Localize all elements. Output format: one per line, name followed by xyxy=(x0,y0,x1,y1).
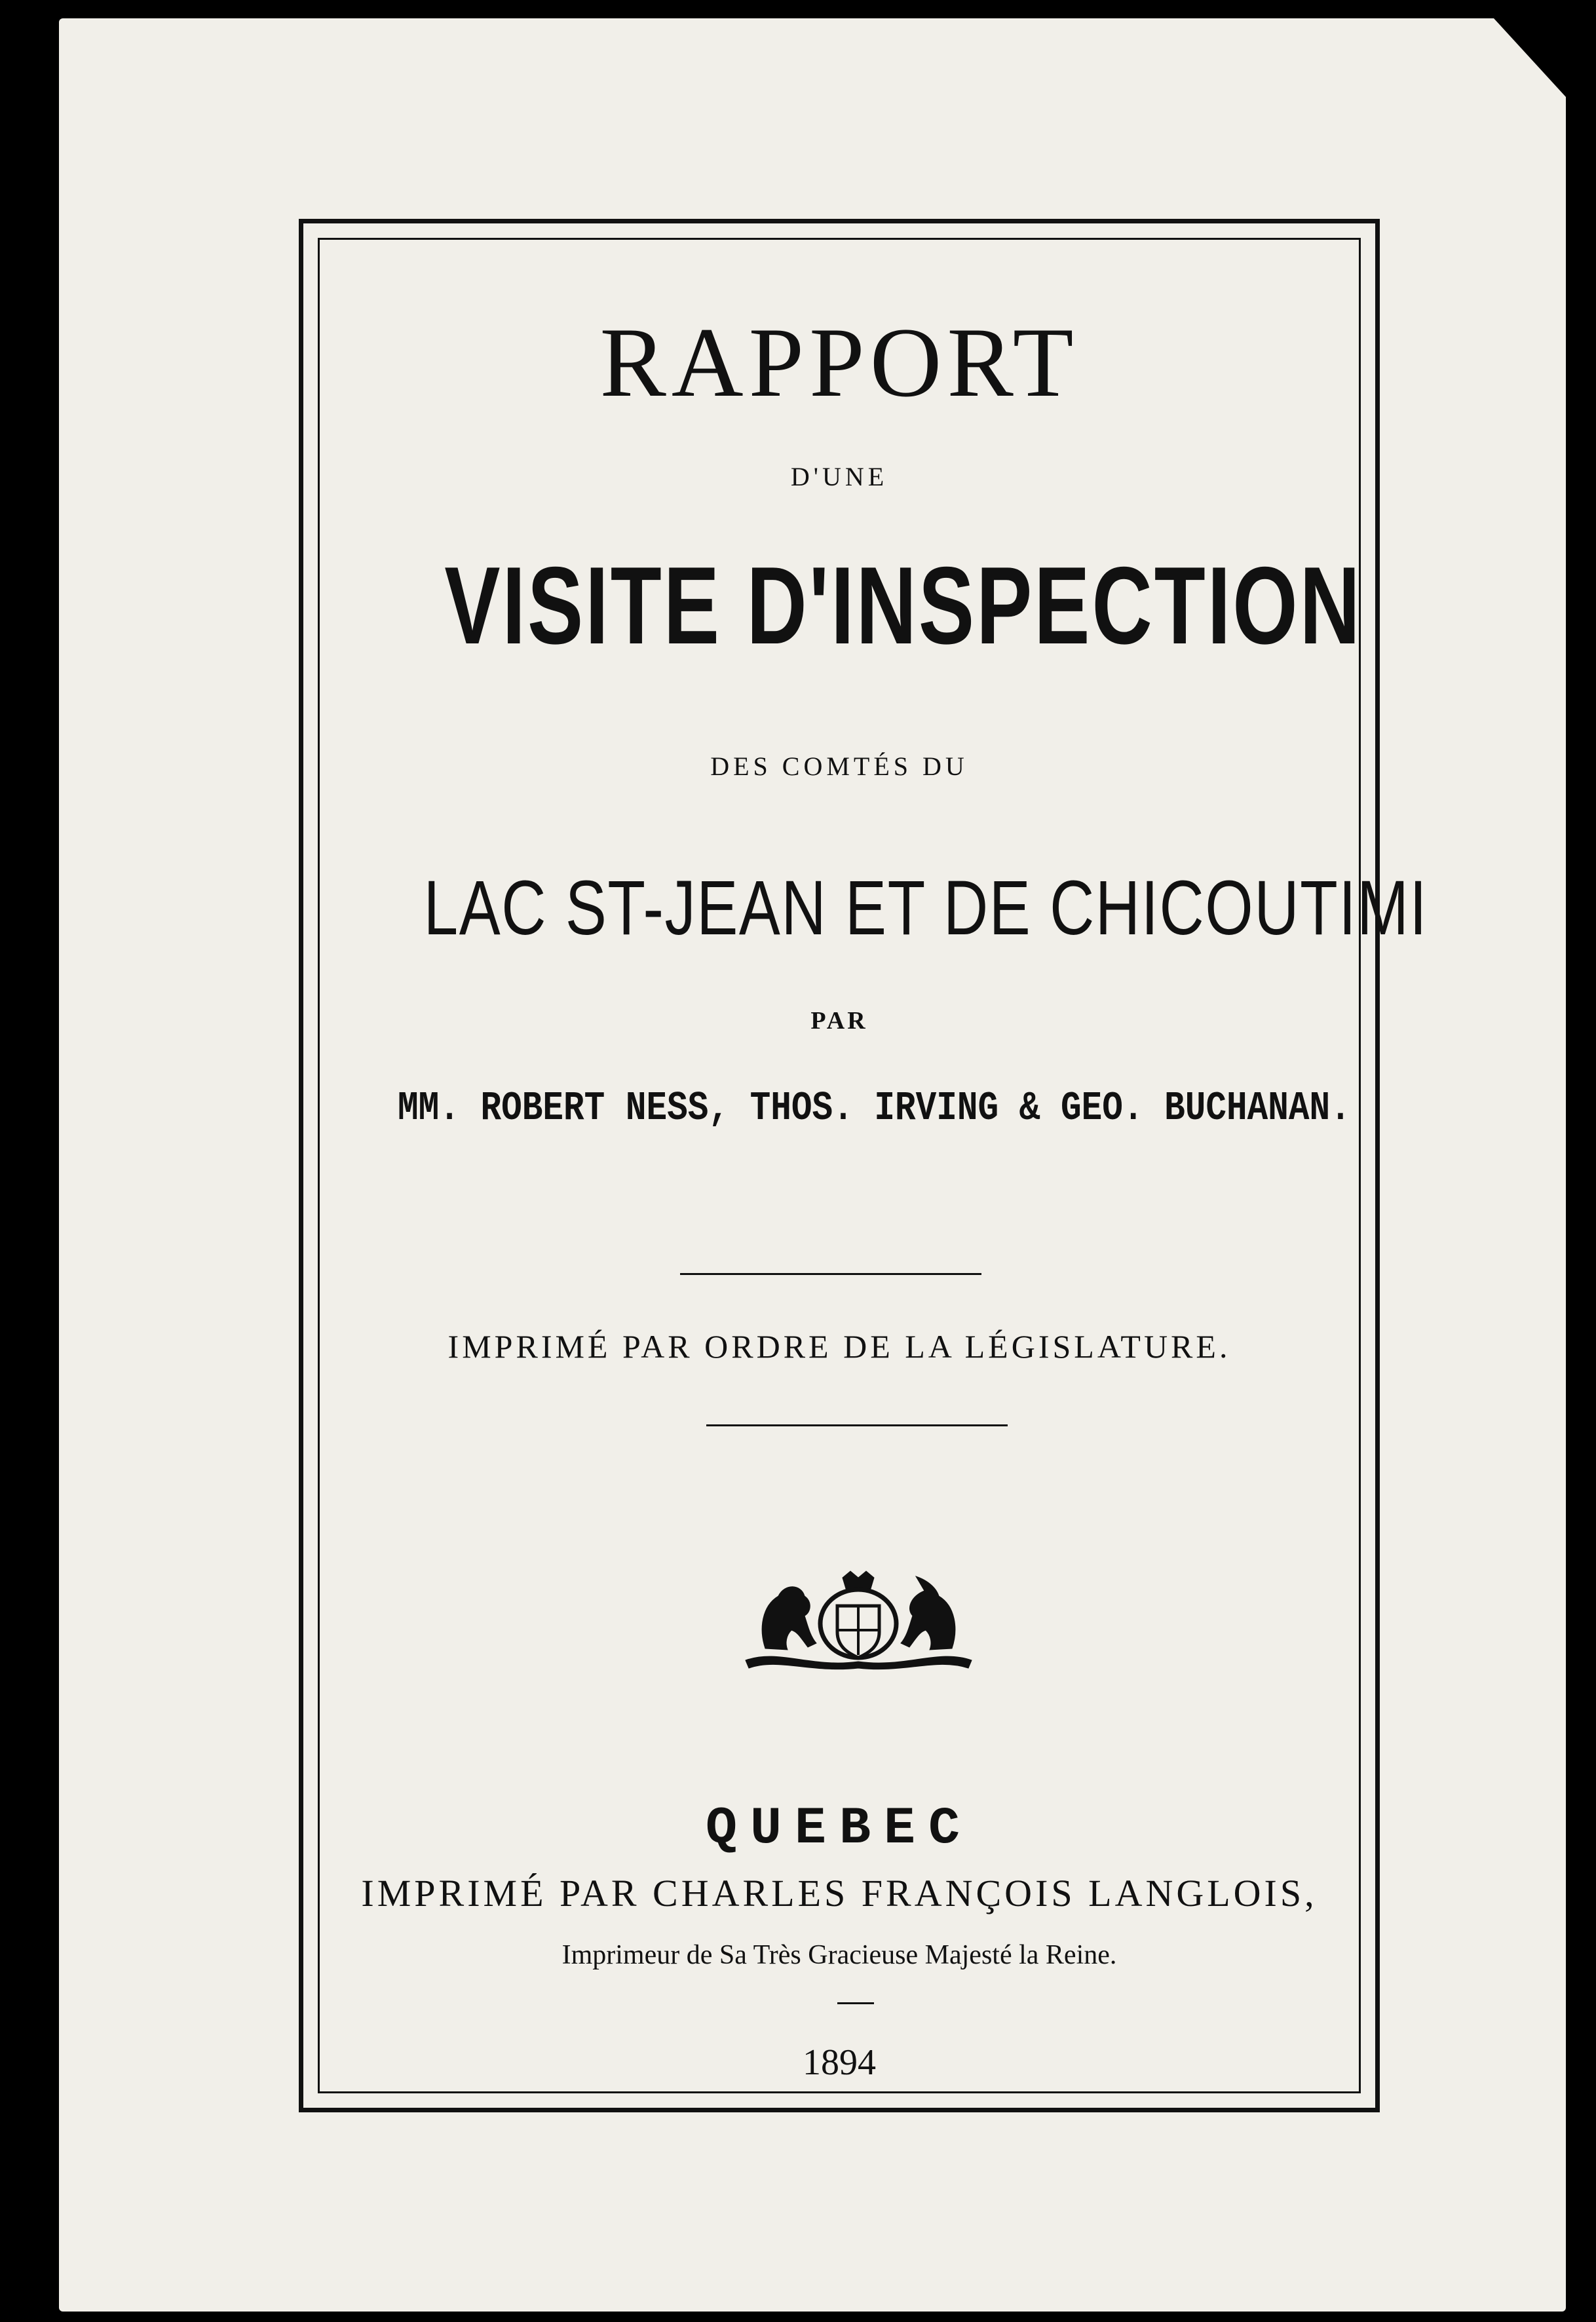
torn-corner xyxy=(1494,18,1566,97)
divider-top xyxy=(680,1273,981,1275)
royal-coat-of-arms-icon xyxy=(739,1570,978,1671)
printed-by-order: IMPRIMÉ PAR ORDRE DE LA LÉGISLATURE. xyxy=(447,1328,1231,1365)
divider-bottom xyxy=(706,1424,1008,1426)
by-label: PAR xyxy=(810,1007,868,1035)
page-border xyxy=(299,219,1428,2112)
publication-year: 1894 xyxy=(803,2042,876,2083)
authors: MM. ROBERT NESS, THOS. IRVING & GEO. BUCHANAN. xyxy=(397,1085,1351,1132)
document-subject: VISITE D'INSPECTION xyxy=(444,544,1362,667)
small-divider xyxy=(837,2002,874,2004)
printer-title: Imprimeur de Sa Très Gracieuse Majesté la Reine. xyxy=(561,1940,1117,1970)
publication-city: QUEBEC xyxy=(705,1799,974,1859)
title-page xyxy=(59,18,1566,2312)
inner-border xyxy=(318,238,1428,2093)
counties-connector: DES COMTÉS DU xyxy=(710,752,968,781)
document-title: RAPPORT xyxy=(599,307,1079,417)
printer-name: IMPRIMÉ PAR CHARLES FRANÇOIS LANGLOIS, xyxy=(361,1872,1318,1914)
region-name: LAC ST-JEAN ET DE CHICOUTIMI xyxy=(423,865,1428,951)
title-connector: D'UNE xyxy=(790,462,888,491)
